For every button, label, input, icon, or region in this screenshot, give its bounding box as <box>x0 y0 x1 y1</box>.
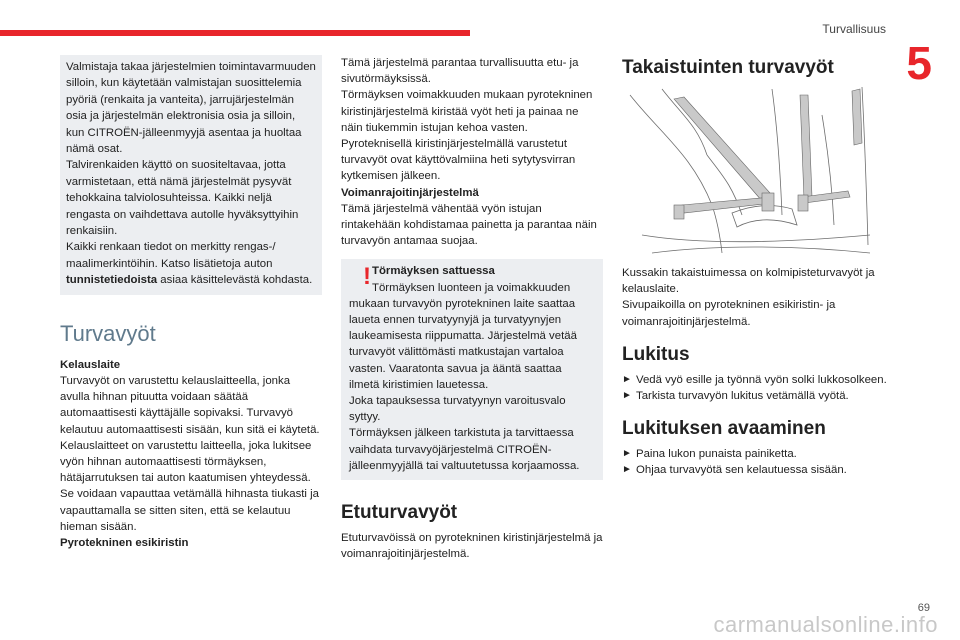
column-1 <box>60 55 322 551</box>
warning-title: Törmäyksen sattuessa <box>372 265 495 278</box>
note-box <box>60 55 322 295</box>
col2-paragraph-1: Tämä järjestelmä parantaa turvallisuutta etu- ja sivutörmäyksissä. <box>341 57 579 86</box>
bullet-arrow-icon: ► <box>622 373 632 385</box>
column-3 <box>622 55 887 479</box>
bullet-arrow-icon: ► <box>622 448 632 460</box>
bullet-arrow-icon: ► <box>622 464 632 476</box>
header-red-bar <box>0 30 470 36</box>
section-title-turvavyot: Turvavyöt <box>60 320 156 346</box>
list-item: ► Ohjaa turvavyötä sen kelautuessa sisään. <box>622 462 887 478</box>
heading-kelauslaite: Kelauslaite <box>60 358 121 371</box>
voimanrajoitin-paragraph: Tämä järjestelmä vähentää vyön istujan rintakehään kohdistamaa painetta ja parantaa näin turvavyön antamaa suojaa. <box>341 202 597 248</box>
warning-box <box>341 259 603 480</box>
heading-esikiristin: Pyrotekninen esikiristin <box>60 536 189 549</box>
warning-paragraph-3: Törmäyksen jälkeen tarkistuta ja tarvittaessa vaihdata turvavyöjärjestelmä CITROËN-jälleenmyyjällä tai valtuutetussa korjaamossa. <box>349 427 580 472</box>
heading-voimanrajoitin: Voimanrajoitinjärjestelmä <box>341 186 479 199</box>
takaistuin-paragraph-1: Kussakin takaistuimessa on kolmipisteturvavyöt ja kelauslaite. <box>622 267 875 296</box>
etuturvavyot-paragraph: Etuturvavöissä on pyrotekninen kiristinjärjestelmä ja voimanrajoitinjärjestelmä. <box>341 532 603 561</box>
page-number: 69 <box>917 602 930 614</box>
note-paragraph-1: Valmistaja takaa järjestelmien toimintavarmuuden silloin, kun käytetään valmistajan suosittelemia pyöriä (renkaita ja vanteita), jarrujärjestelmän osia ja järjestelmän elektronisia osia ja silloin, kun CITROËN-jälleenmyyjä asentaa ja huoltaa nämä osat. <box>66 61 316 156</box>
bullet-arrow-icon: ► <box>622 390 632 402</box>
rear-seat-belts-illustration <box>622 85 872 257</box>
list-item: ► Tarkista turvavyön lukitus vetämällä vyötä. <box>622 388 887 404</box>
col2-paragraph-3: Pyroteknisellä kiristinjärjestelmällä varustetut turvavyöt ovat käyttövalmiina heti sytytysvirran kytkemisen jälkeen. <box>341 138 576 183</box>
list-item: ► Paina lukon punaista painiketta. <box>622 446 887 462</box>
warning-icon: ! <box>363 263 371 291</box>
section-name: Turvallisuus <box>822 22 886 36</box>
list-item: ► Vedä vyö esille ja työnnä vyön solki lukkosolkeen. <box>622 372 887 388</box>
warning-paragraph-2: Joka tapauksessa turvatyynyn varoitusvalo syttyy. <box>349 395 566 424</box>
section-title-takaistuinten: Takaistuinten turvavyöt <box>622 57 834 78</box>
note-paragraph-3: Kaikki renkaan tiedot on merkitty rengas-/ maalimerkintöihin. Katso lisätietoja auton tunnistetiedoista asiaa käsittelevästä kohdasta. <box>66 241 313 287</box>
chapter-number: 5 <box>906 37 932 89</box>
col2-paragraph-2: Törmäyksen voimakkuuden mukaan pyrotekninen kiristinjärjestelmä kiristää vyöt heti ja painaa ne näin tiukemmin istujan kehoa vasten. <box>341 89 593 134</box>
cross-reference: tunnistetiedoista <box>66 274 158 287</box>
column-2 <box>341 55 603 562</box>
kelauslaite-paragraph-2: Kelauslaitteet on varustettu laitteella, joka lukitsee vyön hihnan automaattisesti törmäyksen, hätäjarrutuksen tai auton kaatumisen yhteydessä. Se voidaan vapauttaa vetämällä hihnasta tiukasti ja vapauttamalla se sitten siten, että se kelautuu hieman sisään. <box>60 439 319 533</box>
warning-paragraph-1: Törmäyksen luonteen ja voimakkuuden mukaan turvavyön pyrotekninen laite saattaa laueta ennen turvatyynyjä ja turvatyynyjen laukeamisesta riippumatta. Järjestelmä vetää turvavyöt välittömästi matkustajan vartaloa vasten. Vaaratonta savua ja ääntä saattaa ilmetä kiristimien lauetessa. <box>349 281 577 391</box>
watermark: carmanualsonline.info <box>713 612 938 637</box>
note-paragraph-2: Talvirenkaiden käyttö on suositeltavaa, jotta varmistetaan, että nämä järjestelmät pysyvät tehokkaina talviolosuhteissa. Kaikki neljä rengasta on vaihdettava autolle hyväksyttyihin renkaisiin. <box>66 159 299 238</box>
section-title-lukitus: Lukitus <box>622 343 690 365</box>
section-title-avaaminen: Lukituksen avaaminen <box>622 418 826 440</box>
section-title-etuturvavyot: Etuturvavyöt <box>341 502 458 524</box>
kelauslaite-paragraph-1: Turvavyöt on varustettu kelauslaitteella, jonka avulla hihnan pituutta voidaan säätää automaattisesti käyttäjälle sopivaksi. Turvavyö kelautuu automaattisesti sisään, kun sitä ei käytetä. <box>60 374 320 436</box>
takaistuin-paragraph-2: Sivupaikoilla on pyrotekninen esikiristin- ja voimanrajoitinjärjestelmä. <box>622 299 836 328</box>
